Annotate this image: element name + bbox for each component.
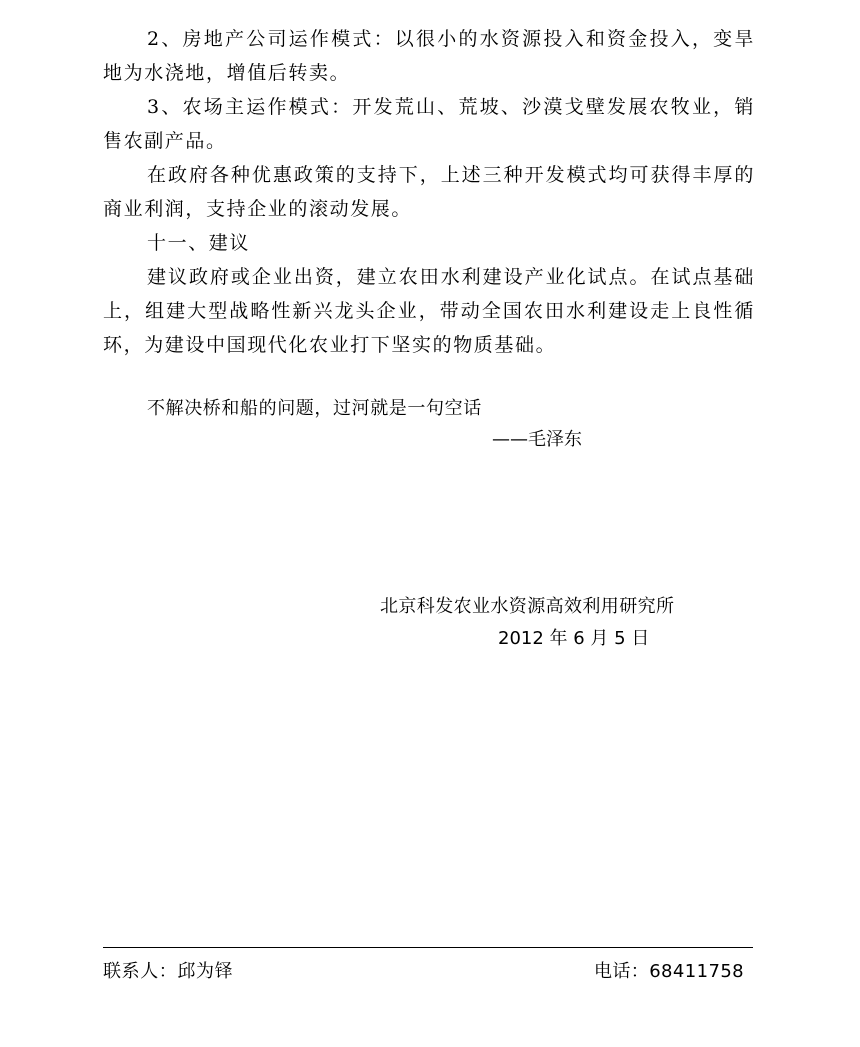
footer-divider xyxy=(103,947,753,948)
quote-text: 不解决桥和船的问题，过河就是一句空话 xyxy=(147,398,482,419)
footer-phone: 电话：68411758 xyxy=(594,961,745,982)
quote-author: ——毛泽东 xyxy=(492,429,582,450)
paragraph-real-estate-mode: 2、房地产公司运作模式：以很小的水资源投入和资金投入，变旱地为水浇地，增值后转卖。 xyxy=(103,28,755,84)
document-body xyxy=(103,22,755,362)
paragraph-farm-owner-mode: 3、农场主运作模式：开发荒山、荒坡、沙漠戈壁发展农牧业，销售农副产品。 xyxy=(103,96,755,152)
section-heading-recommendation: 十一、建议 xyxy=(147,232,251,254)
paragraph-policy-support: 在政府各种优惠政策的支持下，上述三种开发模式均可获得丰厚的商业利润，支持企业的滚动发展。 xyxy=(103,164,755,220)
paragraph-recommendation: 建议政府或企业出资，建立农田水利建设产业化试点。在试点基础上，组建大型战略性新兴龙头企业，带动全国农田水利建设走上良性循环，为建设中国现代化农业打下坚实的物质基础。 xyxy=(103,266,755,356)
signature-date: 2012 年 6 月 5 日 xyxy=(498,628,650,649)
signature-organization: 北京科发农业水资源高效利用研究所 xyxy=(380,596,675,617)
footer-contact-person: 联系人：邱为铎 xyxy=(103,961,234,982)
